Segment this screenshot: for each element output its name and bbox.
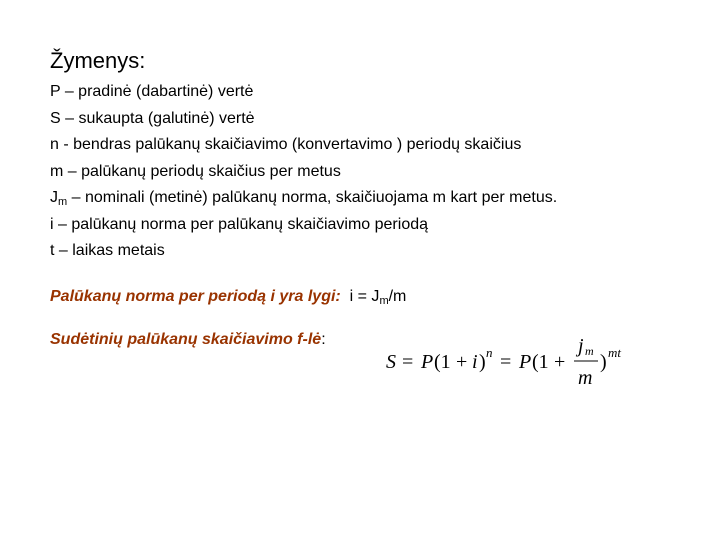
formula-plus-1: + — [456, 351, 468, 373]
formula-p-1: P — [421, 351, 434, 373]
formula-exponent-n: n — [486, 345, 493, 360]
formula-j-subscript: m — [585, 344, 594, 358]
definition-text: – palūkanų norma per palūkanų skaičiavimo periodą — [53, 215, 429, 233]
rate-formula-pre: i = J — [340, 288, 380, 305]
compound-formula-colon: : — [321, 331, 326, 348]
formula-plus-2: + — [554, 351, 566, 373]
definition-text: – sukaupta (galutinė) vertė — [60, 109, 255, 127]
definition-symbol: n — [50, 136, 59, 153]
page-heading: Žymenys: — [50, 48, 146, 73]
formula-open-1: (1 — [434, 351, 451, 373]
formula-i: i — [472, 351, 478, 373]
compound-formula-label: Sudėtinių palūkanų skaičiavimo f-lė — [50, 331, 322, 348]
definition-item — [50, 106, 557, 133]
definition-symbol: J — [50, 189, 58, 206]
definition-item — [50, 159, 557, 186]
formula-j: j — [578, 335, 584, 357]
formula-close-2: ) — [600, 351, 607, 373]
definition-symbol: P — [50, 83, 61, 100]
formula-equals-2: = — [500, 351, 512, 373]
formula-equals-1: = — [402, 351, 414, 373]
definition-item — [50, 185, 557, 212]
formula-open-2: (1 — [532, 351, 549, 373]
rate-formula-post: /m — [388, 288, 407, 305]
definition-item — [50, 132, 557, 159]
compound-interest-formula — [386, 332, 636, 392]
formula-close-1: ) — [479, 351, 486, 373]
formula-exponent-mt: mt — [608, 345, 621, 360]
definition-symbol: m — [50, 162, 64, 180]
definitions-list — [50, 79, 557, 265]
formula-s: S — [386, 351, 396, 373]
rate-formula-subscript: m — [379, 295, 389, 307]
compound-formula-line — [50, 329, 326, 351]
definition-item — [50, 212, 557, 239]
rate-per-period-label: Palūkanų norma per periodą i yra lygi: — [50, 288, 341, 305]
formula-p-2: P — [519, 351, 532, 373]
definition-text: – laikas metais — [54, 242, 165, 259]
definition-text: – palūkanų periodų skaičius per metus — [63, 162, 341, 180]
definition-symbol: S — [50, 109, 61, 127]
definition-symbol: i — [50, 215, 54, 233]
formula-m-denominator: m — [578, 367, 593, 389]
definition-text: – pradinė (dabartinė) vertė — [60, 83, 254, 100]
definition-symbol: t — [50, 242, 55, 259]
definition-subscript: m — [58, 196, 68, 208]
definition-item — [50, 238, 557, 265]
rate-per-period-line — [50, 286, 406, 312]
definition-text: - bendras palūkanų skaičiavimo (konvertavimo ) periodų skaičius — [58, 136, 522, 153]
definition-text: – nominali (metinė) palūkanų norma, skaičiuojama m kart per metus. — [67, 189, 558, 206]
definition-item — [50, 79, 557, 106]
